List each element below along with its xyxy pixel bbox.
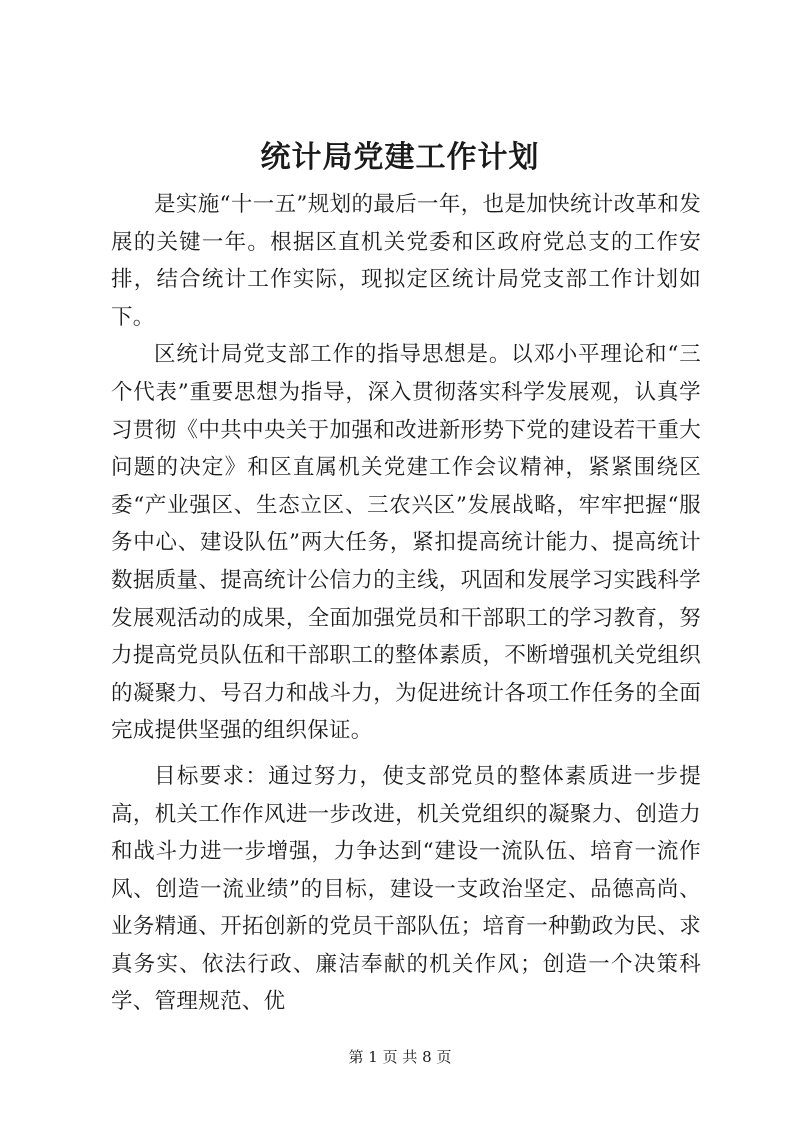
document-title: 统计局党建工作计划 (260, 140, 540, 175)
page-number-footer: 第 1 页 共 8 页 (348, 1048, 452, 1066)
paragraph-goals: 目标要求：通过努力，使支部党员的整体素质进一步提高，机关工作作风进一步改进，机关党组织的凝聚力、创造力和战斗力进一步增强，力争达到“建设一流队伍、培育一流作风、创造一流业绩”的目标，建设一支政治坚定、品德高尚、业务精通、开拓创新的党员干部队伍；培育一种勤政为民、求真务实、依法行政、廉洁奉献的机关作风；创造一个决策科学、管理规范、优 (111, 763, 701, 1015)
paragraph-guiding-ideology: 区统计局党支部工作的指导思想是。以邓小平理论和“三个代表”重要思想为指导，深入贯彻落实科学发展观，认真学习贯彻《中共中央关于加强和改进新形势下党的建设若干重大问题的决定》和区直属机关党建工作会议精神，紧紧围绕区委“产业强区、生态立区、三农兴区”发展战略，牢牢把握“服务中心、建设队伍”两大任务，紧扣提高统计能力、提高统计数据质量、提高统计公信力的主线，巩固和发展学习实践科学发展观活动的成果，全面加强党员和干部职工的学习教育，努力提高党员队伍和干部职工的整体素质，不断增强机关党组织的凝聚力、号召力和战斗力，为促进统计各项工作任务的全面完成提供坚强的组织保证。 (111, 342, 701, 744)
document-body (111, 186, 701, 1021)
paragraph-intro: 是实施“十一五”规划的最后一年，也是加快统计改革和发展的关键一年。根据区直机关党委和区政府党总支的工作安排，结合统计工作实际，现拟定区统计局党支部工作计划如下。 (111, 192, 701, 330)
